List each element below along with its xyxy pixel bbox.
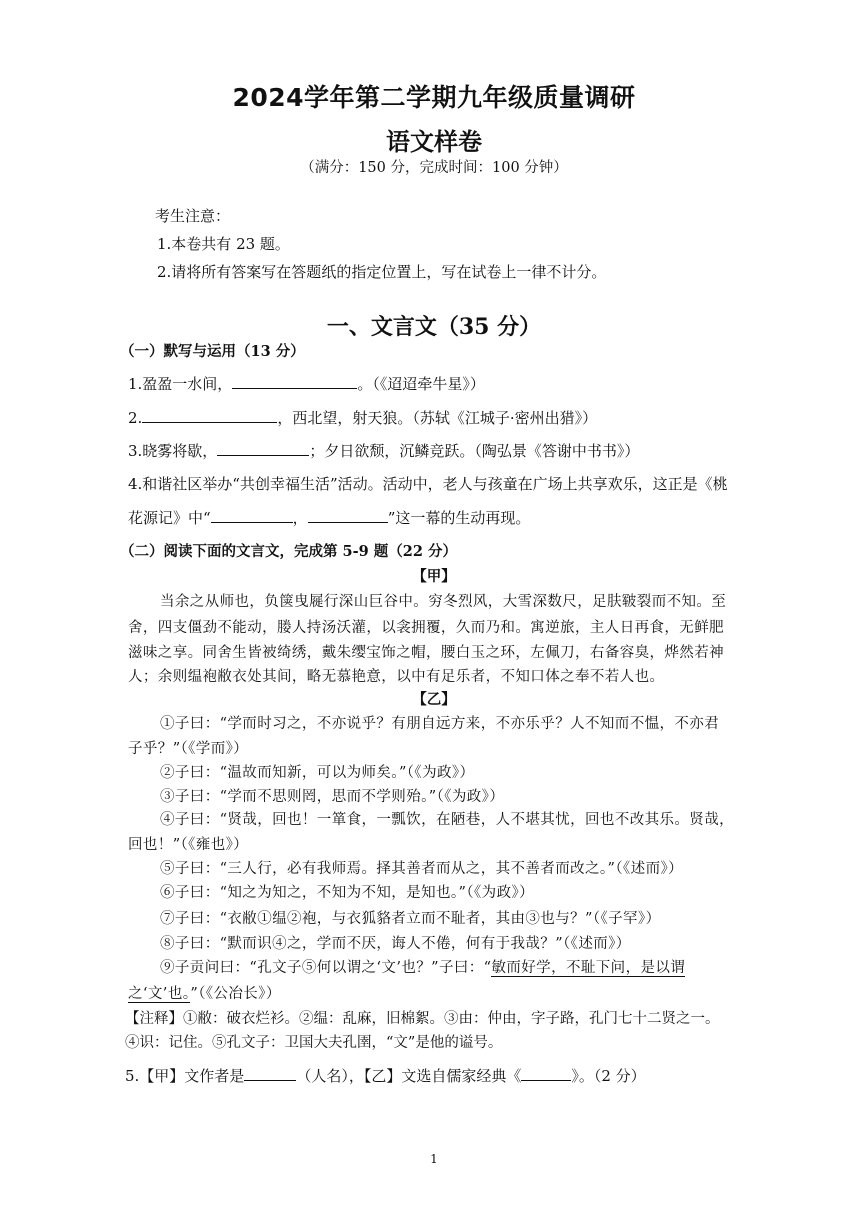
exam-meta: （满分：150 分，完成时间：100 分钟） — [300, 160, 568, 176]
q4-middle: ， — [292, 509, 308, 527]
annotation-line-2: ④识：记住。⑤孔文子：卫国大夫孔圉，“文”是他的谥号。 — [125, 1035, 503, 1051]
q4-prefix: 花源记》中“ — [128, 509, 211, 527]
q4-suffix: ”这一幕的生动再现。 — [387, 509, 531, 527]
passage-yi-s9-line-1 — [160, 956, 685, 977]
passage-yi-s4-line-2: 回也！”（《雍也》） — [128, 837, 249, 853]
q3-suffix: ；夕日欲颓，沉鳞竞跃。（陶弘景《答谢中书书》） — [309, 442, 640, 460]
annotation-line-1: 【注释】①敝：破衣烂衫。②缊：乱麻，旧棉絮。③由：仲由，字子路，孔门七十二贤之一。 — [125, 1011, 720, 1027]
q2-prefix: 2. — [128, 409, 143, 427]
q5-author-blank[interactable] — [244, 1066, 296, 1081]
q2-answer-blank[interactable] — [142, 408, 277, 423]
passage-jia-line-3: 滋味之享。同舍生皆被绮绣，戴朱缨宝饰之帽，腰白玉之环，左佩刀，右备容臭，烨然若神 — [128, 645, 724, 661]
question-4-line2 — [128, 507, 530, 528]
exam-subtitle: 语文样卷 — [386, 128, 482, 156]
q2-suffix: ，西北望，射天狼。（苏轼《江城子·密州出猎》） — [277, 409, 598, 427]
part1-title: （一）默写与运用（13 分） — [120, 343, 305, 360]
passage-yi-s2: ②子曰：“温故而知新，可以为师矣。”（《为政》） — [160, 765, 475, 781]
q3-prefix: 3.晓雾将歇， — [128, 442, 218, 460]
passage-yi-s9-line-2 — [128, 982, 281, 1003]
passage-yi-s8: ⑧子曰：“默而识④之，学而不厌，诲人不倦，何有于我哉？”（《述而》） — [160, 936, 631, 952]
q1-answer-blank[interactable] — [232, 374, 357, 389]
passage-jia-line-4: 人；余则缊袍敝衣处其间，略无慕艳意，以中有足乐者，不知口体之奉不若人也。 — [128, 669, 665, 685]
passage-yi-s4-line-1: ④子曰：“贤哉，回也！一箪食，一瓢饮，在陋巷，人不堪其忧，回也不改其乐。贤哉， — [160, 812, 735, 828]
q4-answer-blank-1[interactable] — [211, 508, 293, 523]
q5-classic-blank[interactable] — [521, 1066, 571, 1081]
q3-answer-blank[interactable] — [217, 441, 309, 456]
section-title: 一、文言文（35 分） — [326, 314, 542, 340]
s9-underlined-answer-cont: 之‘文’也。 — [128, 986, 191, 1002]
passage-yi-mark: 【乙】 — [412, 691, 456, 708]
notice-heading: 考生注意： — [155, 207, 231, 225]
question-5 — [125, 1065, 646, 1086]
passage-jia-line-2: 舍，四支僵劲不能动，媵人持汤沃灌，以衾拥覆，久而乃和。寓逆旅，主人日再食，无鲜肥 — [128, 620, 724, 636]
s9-source: ”（《公冶长》） — [190, 986, 281, 1002]
notice-item-1: 1.本卷共有 23 题。 — [157, 235, 290, 253]
passage-yi-s1-line-1: ①子曰：“学而时习之，不亦说乎？有朋自远方来，不亦乐乎？人不知而不愠，不亦君 — [160, 716, 720, 732]
question-2 — [128, 407, 597, 428]
q5-suffix: 》。（2 分） — [571, 1067, 646, 1085]
passage-yi-s1-line-2: 子乎？”（《学而》） — [128, 741, 249, 757]
s9-question: ⑨子贡问曰：“孔文子⑤何以谓之‘文’也？”子曰：“ — [160, 960, 492, 976]
page-number: 1 — [430, 1152, 438, 1166]
q1-suffix: 。（《迢迢牵牛星》） — [357, 375, 485, 393]
passage-yi-s7: ⑦子曰：“衣敝①缊②袍，与衣狐貉者立而不耻者，其由③也与？”（《子罕》） — [160, 911, 661, 927]
question-1 — [128, 373, 485, 394]
q5-middle: （人名），【乙】文选自儒家经典《 — [296, 1067, 522, 1085]
passage-jia-mark: 【甲】 — [412, 568, 456, 585]
exam-title: 2024学年第二学期九年级质量调研 — [232, 83, 636, 112]
part2-title: （二）阅读下面的文言文，完成第 5-9 题（22 分） — [120, 543, 458, 560]
notice-item-2: 2.请将所有答案写在答题纸的指定位置上，写在试卷上一律不计分。 — [157, 263, 607, 281]
passage-yi-s3: ③子曰：“学而不思则罔，思而不学则殆。”（《为政》） — [160, 789, 505, 805]
passage-yi-s5: ⑤子曰：“三人行，必有我师焉。择其善者而从之，其不善者而改之。”（《述而》） — [160, 861, 684, 877]
passage-jia-line-1: 当余之从师也，负箧曳屣行深山巨谷中。穷冬烈风，大雪深数尺，足肤皲裂而不知。至 — [160, 594, 727, 610]
question-4-line1: 4.和谐社区举办“共创幸福生活”活动。活动中，老人与孩童在广场上共享欢乐，这正是《桃 — [128, 475, 728, 493]
q5-prefix: 5.【甲】文作者是 — [125, 1067, 245, 1085]
s9-underlined-answer: 敏而好学，不耻下问，是以谓 — [491, 960, 686, 976]
q1-prefix: 1.盈盈一水间， — [128, 375, 233, 393]
passage-yi-s6: ⑥子曰：“知之为知之，不知为不知，是知也。”（《为政》） — [160, 885, 535, 901]
q4-answer-blank-2[interactable] — [308, 508, 388, 523]
question-3 — [128, 440, 639, 461]
